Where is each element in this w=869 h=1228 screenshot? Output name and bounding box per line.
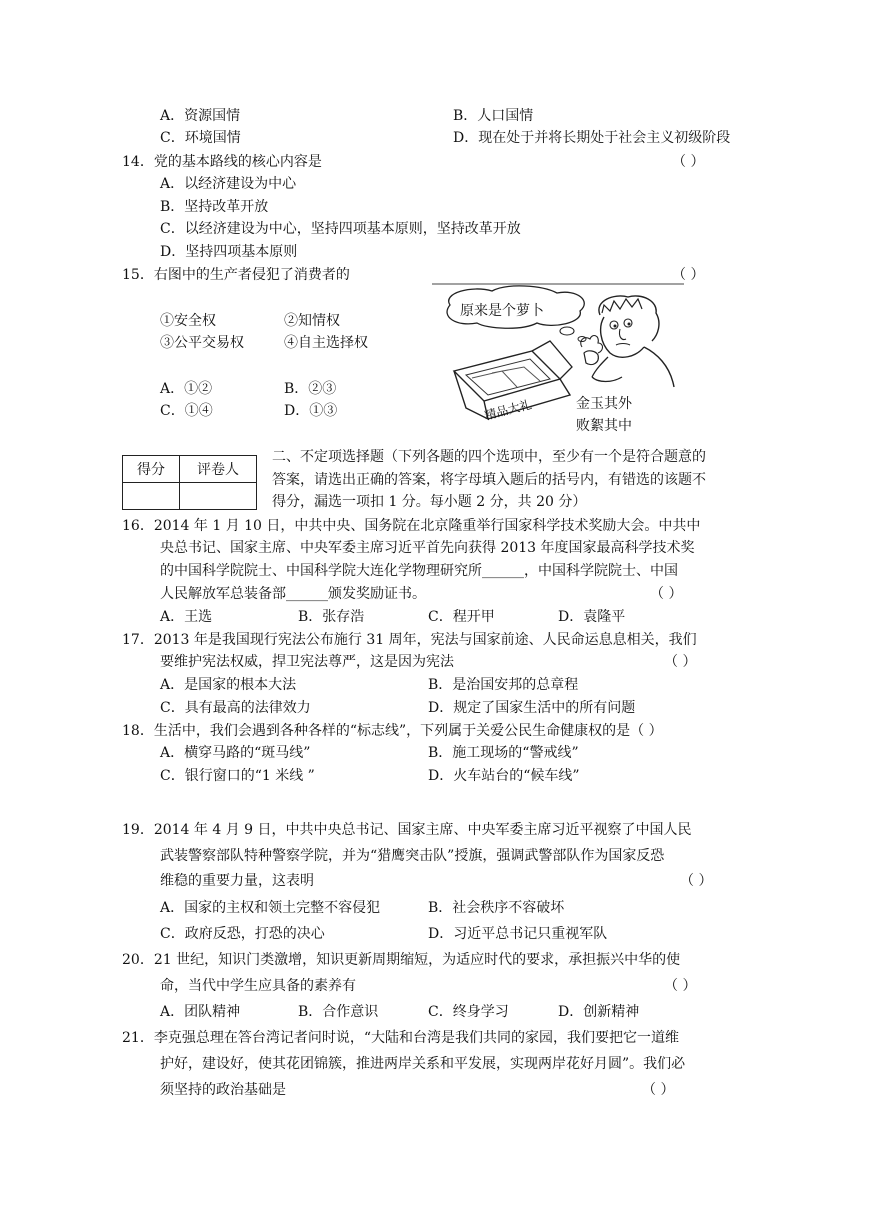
q16-option-d: D．袁隆平 (558, 609, 626, 625)
q14-option-d: D．坚持四项基本原则 (160, 244, 298, 260)
q17-option-a: A．是国家的根本大法 (160, 677, 297, 693)
q17-option-b: B．是治国安邦的总章程 (428, 677, 579, 693)
q19-option-b: B．社会秩序不容破坏 (428, 900, 565, 916)
q15-item-2: ②知情权 (284, 313, 340, 329)
q20-option-d: D．创新精神 (558, 1004, 640, 1020)
q19-answer-paren: （ ） (680, 873, 713, 889)
q16-line2: 央总书记、国家主席、中央军委主席习近平首先向获得 2013 年度国家最高科学技术奖 (160, 540, 695, 556)
q14-answer-paren: （ ） (672, 154, 705, 170)
q20-option-b: B．合作意识 (298, 1004, 379, 1020)
score-table-cell-grader[interactable] (180, 483, 257, 510)
q21-answer-paren: （ ） (642, 1082, 675, 1098)
q15-stem: 15．右图中的生产者侵犯了消费者的 (122, 267, 350, 283)
section2-title-line2: 答案，请选出正确的答案，将字母填入题后的括号内，有错选的该题不 (272, 472, 706, 488)
section2-title-line3: 得分，漏选一项扣 1 分。每小题 2 分，共 20 分） (272, 494, 587, 510)
score-table-cell-score[interactable] (123, 483, 180, 510)
q18-option-b: B．施工现场的“警戒线” (428, 745, 579, 761)
q15-item-3: ③公平交易权 (160, 335, 244, 351)
section2-title-line1: 二、不定项选择题（下列各题的四个选项中，至少有一个是符合题意的 (272, 449, 706, 465)
q17-option-d: D．规定了国家生活中的所有问题 (428, 700, 636, 716)
q18-option-c: C．银行窗口的“1 米线 ” (160, 768, 315, 784)
q20-option-c: C．终身学习 (428, 1004, 509, 1020)
q18-option-a: A．横穿马路的“斑马线” (160, 745, 311, 761)
q15-option-d: D．①③ (284, 403, 338, 419)
q15-answer-paren: （ ） (672, 267, 705, 283)
q15-option-a: A．①② (160, 381, 213, 397)
q13-option-a: A．资源国情 (160, 108, 241, 124)
q17-line2: 要维护宪法权威，捍卫宪法尊严，这是因为宪法 (160, 654, 454, 670)
q19-option-d: D．习近平总书记只重视军队 (428, 926, 608, 942)
score-table-header-grader: 评卷人 (180, 456, 257, 483)
q18-stem: 18．生活中，我们会遇到各种各样的“标志线”，下列属于关爱公民生命健康权的是（ ） (122, 723, 663, 739)
cartoon-box-label: 精品大礼 (483, 397, 533, 423)
q20-line2: 命，当代中学生应具备的素养有 (160, 978, 356, 994)
q13-option-c: C．环境国情 (160, 130, 241, 146)
q19-option-c: C．政府反恐，打恐的决心 (160, 926, 325, 942)
q19-option-a: A．国家的主权和领土完整不容侵犯 (160, 900, 381, 916)
q15-option-b: B．②③ (284, 381, 337, 397)
cartoon-caption-1: 金玉其外 (576, 396, 632, 412)
q20-option-a: A．团队精神 (160, 1004, 241, 1020)
q19-line2: 武装警察部队特种警察学院，并为“猎鹰突击队”授旗，强调武警部队作为国家反恐 (160, 848, 665, 864)
q16-line1: 16．2014 年 1 月 10 日，中共中央、国务院在北京隆重举行国家科学技术奖励大会。中共中 (122, 518, 701, 534)
q17-option-c: C．具有最高的法律效力 (160, 700, 311, 716)
q14-option-c: C．以经济建设为中心，坚持四项基本原则，坚持改革开放 (160, 221, 521, 237)
q13-option-d: D．现在处于并将长期处于社会主义初级阶段 (453, 130, 731, 146)
q14-option-a: A．以经济建设为中心 (160, 176, 297, 192)
q14-option-b: B．坚持改革开放 (160, 199, 269, 215)
q16-answer-paren: （ ） (650, 586, 683, 602)
q20-line1: 20．21 世纪，知识门类激增，知识更新周期缩短，为适应时代的要求，承担振兴中华的使 (122, 952, 681, 968)
q21-line2: 护好，建设好，使其花团锦簇，推进两岸关系和平发展，实现两岸花好月圆”。我们必 (160, 1056, 686, 1072)
q21-line1: 21．李克强总理在答台湾记者问时说，“大陆和台湾是我们共同的家园，我们要把它一道维 (122, 1030, 679, 1046)
cartoon-thought-bubble-text: 原来是个萝卜 (460, 303, 544, 319)
q18-option-d: D．火车站台的“候车线” (428, 768, 580, 784)
q21-line3: 须坚持的政治基础是 (160, 1082, 286, 1098)
q17-answer-paren: （ ） (664, 654, 697, 670)
q16-option-b: B．张存浩 (298, 609, 365, 625)
q20-answer-paren: （ ） (664, 978, 697, 994)
q13-option-b: B．人口国情 (453, 108, 534, 124)
q19-line3: 维稳的重要力量，这表明 (160, 873, 314, 889)
q15-item-4: ④自主选择权 (284, 335, 368, 351)
cartoon-caption-2: 败絮其中 (576, 418, 632, 434)
q15-cartoon (432, 283, 684, 435)
score-table (122, 455, 257, 510)
q16-option-a: A．王选 (160, 609, 213, 625)
q15-item-1: ①安全权 (160, 313, 216, 329)
q14-stem: 14．党的基本路线的核心内容是 (122, 154, 322, 170)
q15-option-c: C．①④ (160, 403, 213, 419)
q16-line3: 的中国科学院院士、中国科学院大连化学物理研究所______，中国科学院院士、中国 (160, 563, 678, 579)
score-table-header-score: 得分 (123, 456, 180, 483)
q17-line1: 17．2013 年是我国现行宪法公布施行 31 周年，宪法与国家前途、人民命运息息相关，我们 (122, 632, 697, 648)
q19-line1: 19．2014 年 4 月 9 日，中共中央总书记、国家主席、中央军委主席习近平视察了中国人民 (122, 822, 692, 838)
q16-option-c: C．程开甲 (428, 609, 495, 625)
q16-line4: 人民解放军总装备部______颁发奖励证书。 (160, 586, 426, 602)
